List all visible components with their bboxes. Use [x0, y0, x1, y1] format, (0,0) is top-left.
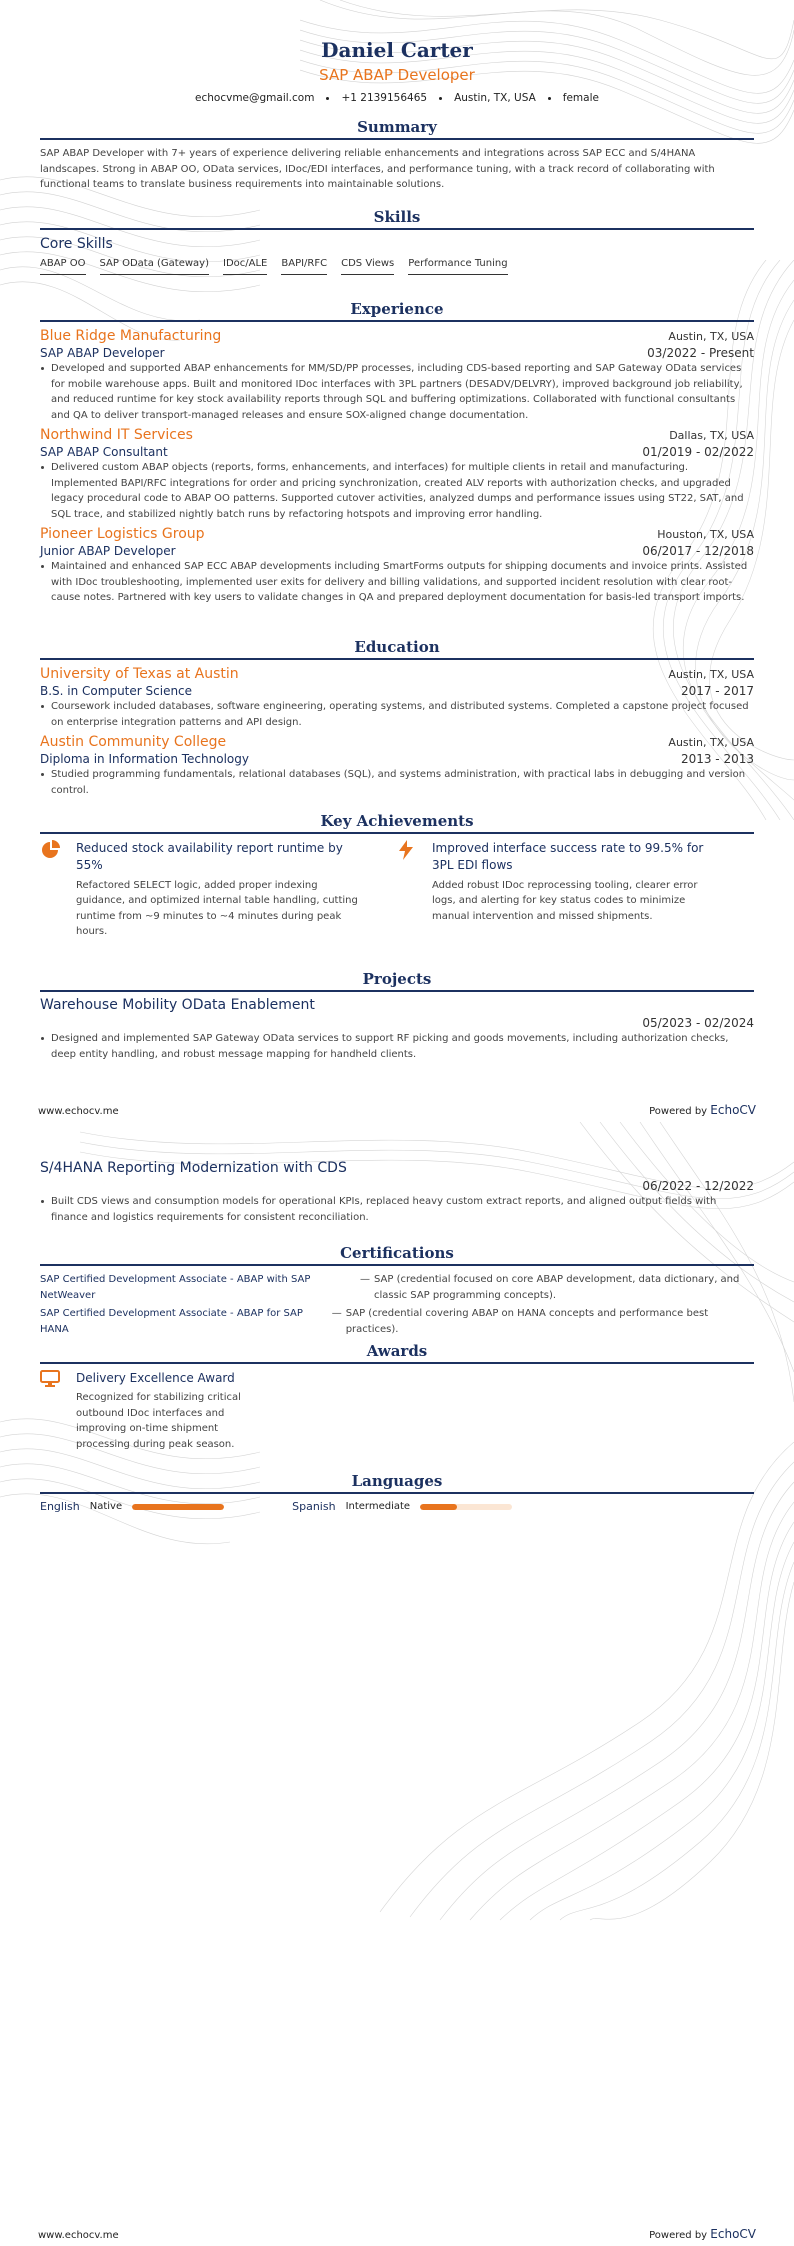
company-name: Blue Ridge Manufacturing [40, 328, 222, 344]
certifications-section [40, 1244, 754, 1337]
achievements-heading: Key Achievements [40, 812, 754, 834]
separator-dot [326, 97, 329, 100]
degree-title: Diploma in Information Technology [40, 752, 249, 766]
degree-title: B.S. in Computer Science [40, 684, 193, 698]
website-link[interactable]: www.echocv.me [38, 2230, 119, 2241]
project-bullet: Built CDS views and consumption models for operational KPIs, replaced heavy custom extract reports, and aligned output fields with finance and logistics requirements for consistent reconciliation. [40, 1194, 754, 1225]
powered-by-label: Powered by [649, 1106, 708, 1117]
education-bullet: Coursework included databases, software engineering, operating systems, and distributed systems. Completed a capstone project focused on enterprise integration patterns and API design. [40, 699, 754, 730]
position-title: SAP ABAP Developer [40, 346, 165, 360]
education-section [40, 638, 754, 798]
school-location: Austin, TX, USA [668, 668, 754, 681]
achievement-item [396, 840, 716, 940]
separator-dot [548, 97, 551, 100]
achievements-section [40, 812, 754, 940]
wave-decoration-bottom-right [340, 1442, 794, 1922]
summary-section [40, 118, 754, 193]
certification-dash: — [360, 1274, 370, 1285]
education-heading: Education [40, 638, 754, 660]
skill-item: CDS Views [341, 258, 394, 275]
language-name: Spanish [292, 1500, 336, 1513]
candidate-role: SAP ABAP Developer [319, 66, 475, 84]
skill-item: Performance Tuning [408, 258, 507, 275]
skills-group-title: Core Skills [40, 236, 113, 252]
project-entry [40, 1160, 754, 1225]
candidate-name: Daniel Carter [321, 38, 473, 62]
languages-heading: Languages [40, 1472, 754, 1494]
language-item [292, 1500, 512, 1513]
page-footer [38, 1103, 756, 1117]
experience-entry [40, 427, 754, 522]
contact-line [40, 92, 754, 104]
position-title: SAP ABAP Consultant [40, 445, 168, 459]
employment-dates: 06/2017 - 12/2018 [642, 544, 754, 558]
project-dates: 05/2023 - 02/2024 [642, 1016, 754, 1030]
language-item [40, 1500, 224, 1513]
skill-item: IDoc/ALE [223, 258, 267, 275]
separator-dot [439, 97, 442, 100]
monitor-icon [40, 1370, 62, 1452]
achievement-title: Reduced stock availability report runtime by 55% [76, 841, 343, 873]
school-location: Austin, TX, USA [668, 736, 754, 749]
education-bullet: Studied programming fundamentals, relational databases (SQL), and systems administration, with practical labs in debugging and version control. [40, 767, 754, 798]
award-description: Recognized for stabilizing critical outbound IDoc interfaces and improving on-time shipment processing during peak season. [76, 1392, 241, 1450]
language-proficiency-fill [420, 1504, 457, 1510]
summary-text: SAP ABAP Developer with 7+ years of experience delivering reliable enhancements and integrations across SAP ECC and S/4HANA landscapes. Strong in ABAP OO, OData services, IDoc/EDI interfaces, and performance tuning, with a track record of collaborating with functional teams to translate business requirements into maintainable solutions. [40, 148, 715, 190]
certification-dash: — [331, 1308, 342, 1319]
lightning-icon [396, 840, 418, 940]
employment-dates: 01/2019 - 02/2022 [642, 445, 754, 459]
website-link[interactable]: www.echocv.me [38, 1106, 119, 1117]
awards-section [40, 1342, 754, 1452]
pie-chart-icon [40, 840, 62, 940]
projects-section [40, 970, 754, 1062]
powered-by-label: Powered by [649, 2230, 708, 2241]
education-entry [40, 666, 754, 730]
experience-entry [40, 328, 754, 423]
school-name: University of Texas at Austin [40, 666, 239, 682]
achievements-grid [40, 840, 754, 940]
resume-page-2 [0, 1122, 794, 2246]
award-title: Delivery Excellence Award [76, 1371, 235, 1385]
education-entry [40, 734, 754, 798]
experience-section [40, 300, 754, 606]
project-bullet: Designed and implemented SAP Gateway OData services to support RF picking and goods movements, including authorization checks, deep entity handling, and robust message mapping for handheld clients. [40, 1031, 754, 1062]
certification-name: SAP Certified Development Associate - ABAP with SAP NetWeaver [40, 1274, 311, 1301]
certification-name: SAP Certified Development Associate - ABAP for SAP HANA [40, 1308, 303, 1335]
experience-bullet: Maintained and enhanced SAP ECC ABAP developments including SmartForms outputs for shipping documents and invoice prints. Assisted with IDoc troubleshooting, implemented user exits for delivery and billing validations, and supported incident resolution with clear root-cause notes. Partnered with key users to validate changes in QA and prepared deployment documentation for basis-led transport imports. [40, 559, 754, 606]
phone-link[interactable]: +1 2139156465 [341, 92, 428, 104]
company-location: Dallas, TX, USA [669, 429, 754, 442]
skill-item: BAPI/RFC [281, 258, 327, 275]
brand-logo[interactable]: EchoCV [710, 1103, 756, 1117]
position-title: Junior ABAP Developer [40, 544, 176, 558]
gender-text: female [562, 92, 599, 104]
achievement-description: Refactored SELECT logic, added proper indexing guidance, and optimized internal table handling, cutting runtime from ~9 minutes to ~4 minutes during peak hours. [76, 879, 358, 938]
location-text: Austin, TX, USA [454, 92, 536, 104]
company-location: Houston, TX, USA [657, 528, 754, 541]
experience-bullet: Developed and supported ABAP enhancements for MM/SD/PP processes, including CDS-based reporting and SAP Gateway OData services for mobile warehouse apps. Built and monitored IDoc interfaces with 3PL partners (DESADV/DELVRY), improved background job reliability, and reduced runtime for key stock availability reports through SQL and buffering optimizations. Collaborated with functional consultants and QA to deliver transport-managed releases and ensure SOX-aligned change documentation. [40, 361, 754, 423]
language-proficiency-fill [132, 1504, 224, 1510]
project-name: S/4HANA Reporting Modernization with CDS [40, 1160, 347, 1176]
email-link[interactable]: echocvme@gmail.com [195, 92, 315, 104]
experience-heading: Experience [40, 300, 754, 322]
certification-description: SAP (credential focused on core ABAP development, data dictionary, and classic SAP programming concepts). [374, 1274, 740, 1301]
certifications-heading: Certifications [40, 1244, 754, 1266]
project-dates: 06/2022 - 12/2022 [642, 1179, 754, 1193]
school-name: Austin Community College [40, 734, 227, 750]
experience-bullet: Delivered custom ABAP objects (reports, forms, enhancements, and interfaces) for multiple clients in retail and manufacturing. Implemented BAPI/RFC integrations for order and pricing synchronization, created ALV reports with authorization checks, and upgraded legacy procedural code to ABAP OO patterns. Supported cutover activities, analyzed dumps and performance issues using ST22, SAT, and SQL trace, and stabilized nightly batch runs by refactoring hotspots and improving error handling. [40, 460, 754, 522]
language-level: Native [89, 1501, 123, 1512]
summary-heading: Summary [40, 118, 754, 140]
skills-list [40, 258, 754, 275]
employment-dates: 03/2022 - Present [647, 346, 754, 360]
certification-description: SAP (credential covering ABAP on HANA concepts and performance best practices). [345, 1308, 709, 1335]
education-dates: 2017 - 2017 [680, 684, 754, 698]
achievement-description: Added robust IDoc reprocessing tooling, clearer error logs, and alerting for key status codes to minimize manual intervention and missed shipments. [432, 879, 698, 922]
brand-logo[interactable]: EchoCV [710, 2227, 756, 2241]
languages-section [40, 1472, 754, 1513]
award-item [40, 1370, 360, 1452]
project-name: Warehouse Mobility OData Enablement [40, 997, 315, 1013]
language-proficiency-bar [132, 1504, 224, 1510]
skills-heading: Skills [40, 208, 754, 230]
company-name: Northwind IT Services [40, 427, 193, 443]
project-entry [40, 997, 754, 1062]
certification-item [40, 1306, 754, 1337]
projects-section-continued [40, 1160, 754, 1225]
experience-entry [40, 526, 754, 606]
language-level: Intermediate [345, 1501, 411, 1512]
languages-list [40, 1500, 754, 1513]
achievement-item [40, 840, 360, 940]
language-proficiency-bar [420, 1504, 512, 1510]
certification-item [40, 1272, 754, 1303]
resume-page-1 [0, 0, 794, 1122]
skills-section [40, 208, 754, 275]
page-footer [38, 2227, 756, 2241]
company-location: Austin, TX, USA [668, 330, 754, 343]
skill-item: ABAP OO [40, 258, 86, 275]
education-dates: 2013 - 2013 [680, 752, 754, 766]
achievement-title: Improved interface success rate to 99.5% for 3PL EDI flows [432, 841, 704, 873]
language-name: English [40, 1500, 80, 1513]
awards-heading: Awards [40, 1342, 754, 1364]
projects-heading: Projects [40, 970, 754, 992]
skill-item: SAP OData (Gateway) [100, 258, 210, 275]
company-name: Pioneer Logistics Group [40, 526, 205, 542]
header [40, 38, 754, 104]
